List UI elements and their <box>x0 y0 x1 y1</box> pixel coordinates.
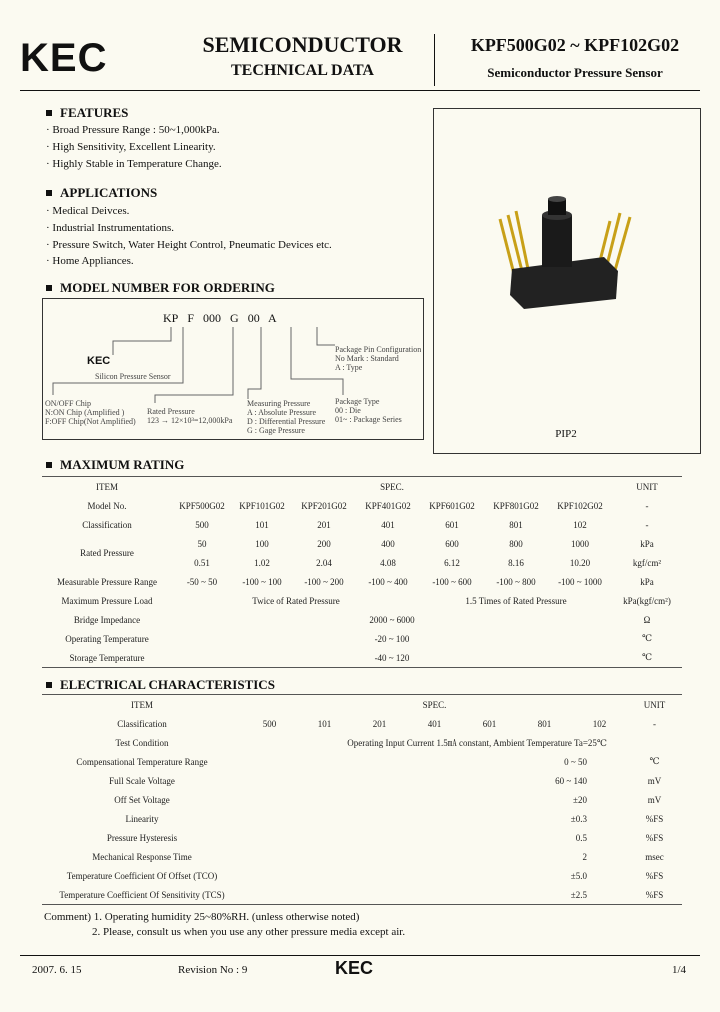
application-item: · Pressure Switch, Water Height Control, Pneumatic Devices etc. <box>46 239 332 251</box>
package-image-frame <box>433 108 701 454</box>
application-item: · Medical Deivces. <box>46 205 130 217</box>
footer-date: 2007. 6. 15 <box>32 964 82 976</box>
ordering-diagram <box>42 298 424 440</box>
table-row: Operating Temperature -20 ~ 100 ℃ <box>65 633 653 644</box>
comment-2: 2. Please, consult us when you use any other pressure media except air. <box>92 926 406 938</box>
package-label: PIP2 <box>555 428 577 440</box>
code-rated: 000 <box>203 311 222 325</box>
package-type-legend: Package Type 00 : Die 01~ : Package Series <box>335 397 402 424</box>
header-divider <box>434 34 435 86</box>
header-rule <box>20 90 700 91</box>
part-number: KPF500G02 ~ KPF102G02 <box>470 35 680 55</box>
company-logo: KEC <box>20 36 108 80</box>
table-row: ITEM SPEC. UNIT <box>131 699 666 710</box>
table-row: Classification 500 101 201 401 601 801 102 - <box>117 718 656 729</box>
footer-rule <box>20 955 700 956</box>
footer-revision: Revision No : 9 <box>178 964 248 976</box>
table-row: Off Set Voltage ±20 mV <box>114 794 662 805</box>
table-row: Measurable Pressure Range -50 ~ 50 -100 ~ 100 -100 ~ 200 -100 ~ 400 -100 ~ 600 -100 ~ 800 -100 ~ 1000 kPa <box>57 576 654 587</box>
ordering-heading: MODEL NUMBER FOR ORDERING <box>46 280 275 296</box>
table-row: Mechanical Response Time 2 msec <box>92 851 664 862</box>
table-row: Temperature Coefficient Of Sensitivity (TCS) ±2.5 %FS <box>59 889 664 900</box>
measuring-legend: Measuring Pressure A : Absolute Pressure D : Differential Pressure G : Gage Pressure <box>247 399 326 435</box>
feature-item: · Highly Stable in Temperature Change. <box>46 158 222 170</box>
electrical-table <box>42 694 682 905</box>
sensor-label: Silicon Pressure Sensor <box>95 372 171 381</box>
table-row: Linearity ±0.3 %FS <box>125 813 664 824</box>
code-pin: A <box>268 311 277 325</box>
table-row: Model No. KPF500G02 KPF101G02 KPF201G02 KPF401G02 KPF601G02 KPF801G02 KPF102G02 - <box>87 500 649 511</box>
code-prefix: KP <box>163 311 179 325</box>
product-description: Semiconductor Pressure Sensor <box>487 65 663 80</box>
code-measuring: G <box>230 311 239 325</box>
table-row: Pressure Hysteresis 0.5 %FS <box>106 832 664 843</box>
rated-legend: Rated Pressure 123 → 12×10³=12,000kPa <box>147 407 233 425</box>
code-package: 00 <box>247 311 260 325</box>
footer-logo: KEC <box>335 958 374 978</box>
table-row: Classification 500 101 201 401 601 801 102 - <box>82 519 649 530</box>
table-row: Maximum Pressure Load Twice of Rated Pressure 1.5 Times of Rated Pressure kPa(kgf/cm²) <box>61 595 671 606</box>
pressure-sensor-image <box>434 109 700 453</box>
electrical-heading: ELECTRICAL CHARACTERISTICS <box>46 677 275 693</box>
feature-item: · High Sensitivity, Excellent Linearity. <box>46 141 216 153</box>
table-row: Storage Temperature -40 ~ 120 ℃ <box>69 652 653 663</box>
onoff-legend: ON/OFF Chip N:ON Chip (Amplified ) F:OFF Chip(Not Amplified) <box>45 399 136 426</box>
features-heading: FEATURES <box>46 105 128 121</box>
max-rating-table <box>42 476 682 668</box>
code-onoff: F <box>187 311 195 325</box>
table-row: ITEM SPEC. UNIT <box>96 481 658 492</box>
comment-1: Comment) 1. Operating humidity 25~80%RH. (unless otherwise noted) <box>44 911 360 923</box>
table-row: Rated Pressure 50 100 200 400 600 800 1000 kPa <box>80 538 654 558</box>
footer-page: 1/4 <box>672 964 687 976</box>
table-row: Test Condition Operating Input Current 1.5㎃ constant, Ambient Temperature Ta=25℃ <box>115 737 607 748</box>
max-rating-heading: MAXIMUM RATING <box>46 457 184 473</box>
table-row: 0.51 1.02 2.04 4.08 6.12 8.16 10.20 kgf/cm² <box>194 557 662 568</box>
table-row: Temperature Coefficient Of Offset (TCO) ±5.0 %FS <box>66 870 664 881</box>
ordering-logo: KEC <box>87 355 111 367</box>
application-item: · Industrial Instrumentations. <box>46 222 175 234</box>
applications-heading: APPLICATIONS <box>46 185 157 201</box>
page-subtitle: TECHNICAL DATA <box>231 62 374 79</box>
feature-item: · Broad Pressure Range : 50~1,000kPa. <box>46 124 220 136</box>
table-row: Full Scale Voltage 60 ~ 140 mV <box>109 775 662 786</box>
table-row: Compensational Temperature Range 0 ~ 50 ℃ <box>76 756 660 767</box>
page-title: SEMICONDUCTOR <box>202 32 403 57</box>
pin-config-legend: Package Pin Configuration No Mark : Standard A : Type <box>335 345 422 372</box>
table-row: Bridge Impedance 2000 ~ 6000 Ω <box>73 614 651 625</box>
application-item: · Home Appliances. <box>46 255 134 267</box>
